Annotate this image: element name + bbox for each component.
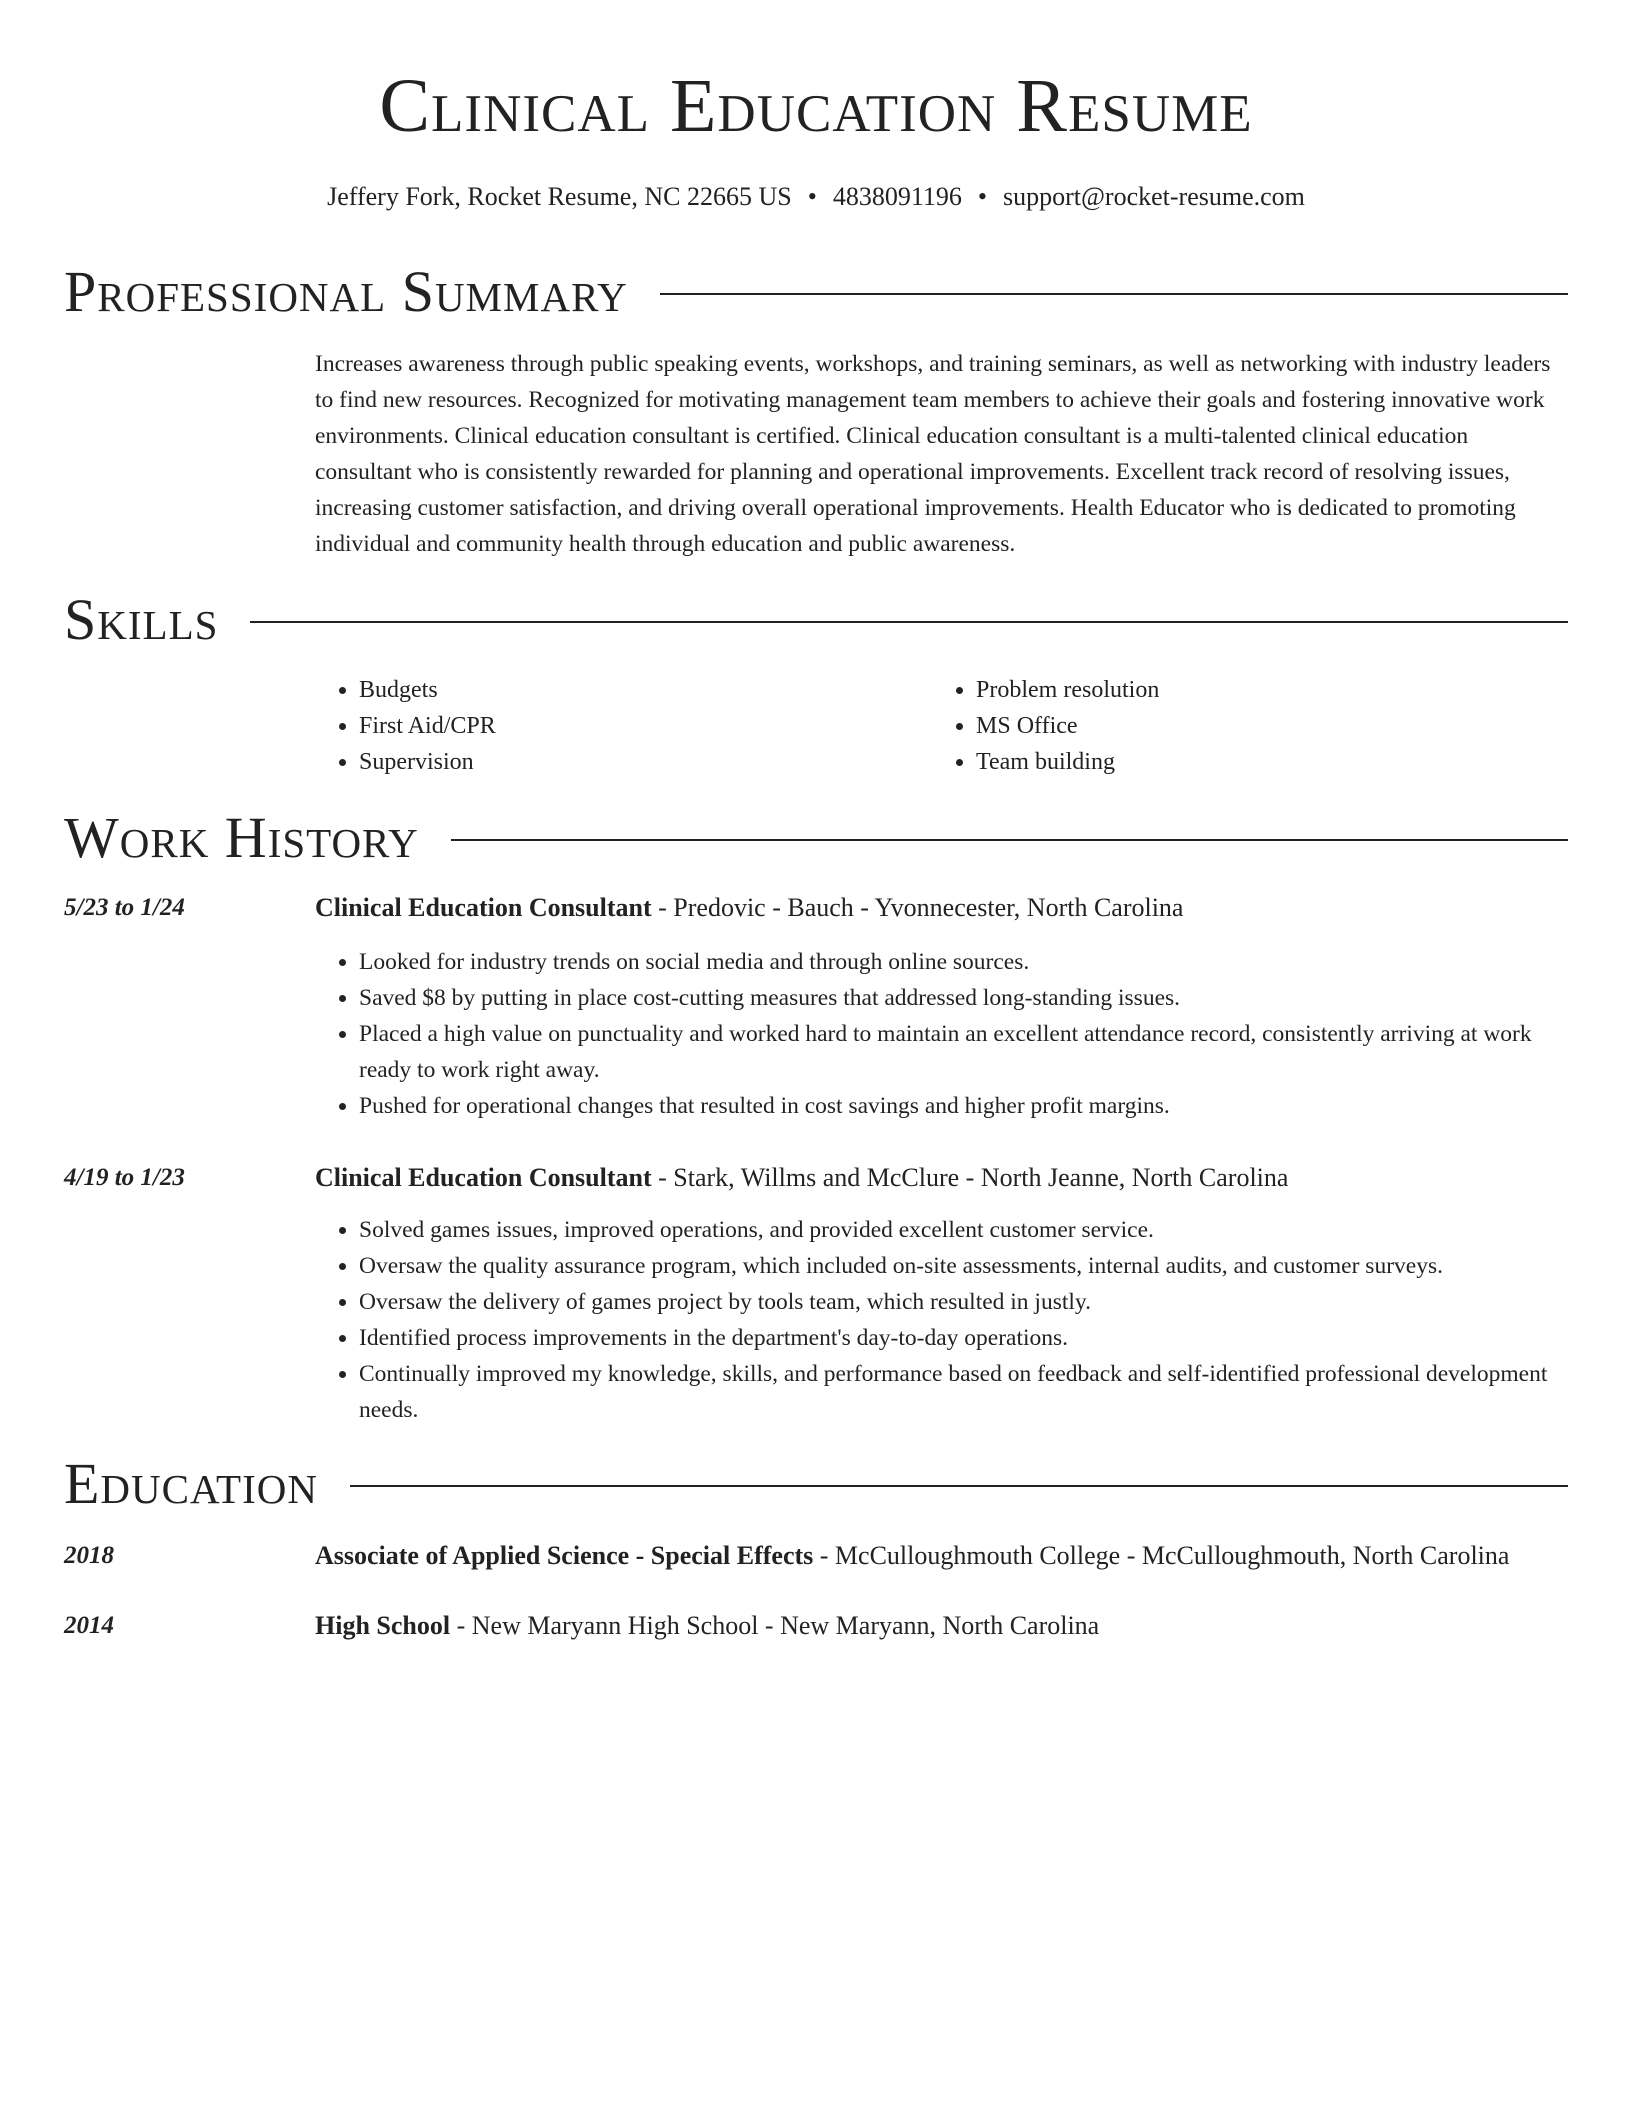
document-title: Clinical Education Resume [379, 64, 1253, 148]
job-bullet: • Continually improved my knowledge, skills, and performance based on feedback and self-identified professional development needs. [359, 1356, 1568, 1428]
education-section-header [64, 1452, 1568, 1516]
education-date: 2018 [64, 1542, 114, 1569]
contact-separator: • [977, 182, 987, 211]
job-bullet: • Placed a high value on punctuality and worked hard to maintain an excellent attendance record, consistently arriving at work ready to work right away. [359, 1016, 1568, 1088]
job-header [315, 890, 1568, 926]
job-date: 4/19 to 1/23 [64, 1164, 185, 1191]
summary-section-header [64, 260, 1568, 324]
education-degree: Associate of Applied Science - Special Effects [315, 1541, 814, 1570]
education-date: 2014 [64, 1612, 114, 1639]
job-body [315, 1160, 1568, 1428]
job-header [315, 1160, 1568, 1196]
skill-item: • Problem resolution [976, 672, 1549, 708]
skill-item: • Supervision [359, 744, 932, 780]
skill-item: • MS Office [976, 708, 1549, 744]
job-title: Clinical Education Consultant [315, 893, 652, 922]
job-bullets [315, 944, 1568, 1124]
job-employer: - Predovic - Bauch - Yvonnecester, North Carolina [651, 893, 1184, 922]
education-school: - McCulloughmouth College - McCulloughmouth, North Carolina [813, 1541, 1510, 1570]
skills-column-left [315, 672, 932, 780]
skill-item: • First Aid/CPR [359, 708, 932, 744]
contact-separator: • [807, 182, 817, 211]
education-heading: Education [64, 1451, 318, 1516]
job-entry [64, 1160, 1568, 1428]
skill-item: • Budgets [359, 672, 932, 708]
education-header [315, 1538, 1568, 1574]
job-bullet: • Saved $8 by putting in place cost-cutting measures that addressed long-standing issues. [359, 980, 1568, 1016]
job-bullet: • Oversaw the quality assurance program, which included on-site assessments, internal audits, and customer surveys. [359, 1248, 1568, 1284]
contact-address: Jeffery Fork, Rocket Resume, NC 22665 US [327, 182, 792, 211]
contact-phone: 4838091196 [832, 182, 962, 211]
education-header [315, 1608, 1568, 1644]
contact-line [64, 180, 1568, 214]
contact-email: support@rocket-resume.com [1002, 182, 1305, 211]
education-entry [64, 1538, 1568, 1574]
job-title: Clinical Education Consultant [315, 1163, 652, 1192]
section-divider [250, 621, 1568, 623]
job-date: 5/23 to 1/24 [64, 894, 185, 921]
education-body [315, 1608, 1568, 1644]
job-employer: - Stark, Willms and McClure - North Jeanne, North Carolina [651, 1163, 1289, 1192]
job-bullet: • Looked for industry trends on social media and through online sources. [359, 944, 1568, 980]
job-bullets [315, 1212, 1568, 1428]
job-body [315, 890, 1568, 1124]
skills-heading: Skills [64, 587, 219, 652]
section-divider [350, 1485, 1568, 1487]
work-heading: Work History [64, 805, 419, 870]
education-body [315, 1538, 1568, 1574]
education-school: - New Maryann High School - New Maryann, North Carolina [450, 1611, 1100, 1640]
job-bullet: • Oversaw the delivery of games project by tools team, which resulted in justly. [359, 1284, 1568, 1320]
section-divider [451, 839, 1568, 841]
work-section-header [64, 806, 1568, 870]
job-entry [64, 890, 1568, 1124]
skills-section-header [64, 588, 1568, 652]
section-divider [660, 293, 1568, 295]
job-bullet: • Solved games issues, improved operations, and provided excellent customer service. [359, 1212, 1568, 1248]
education-degree: High School [315, 1611, 451, 1640]
skills-column-right [932, 672, 1549, 780]
education-entry [64, 1608, 1568, 1644]
job-bullet: • Pushed for operational changes that resulted in cost savings and higher profit margins. [359, 1088, 1568, 1124]
skills-list [315, 672, 1568, 780]
summary-heading: Professional Summary [64, 259, 628, 324]
skill-item: • Team building [976, 744, 1549, 780]
summary-text: Increases awareness through public speaking events, workshops, and training seminars, as well as networking with industry leaders to find new resources. Recognized for motivating management team members to achieve their goals and fostering innovative work environments. Clinical education consultant is certified. Clinical education consultant is a multi-talented clinical education consultant who is consistently rewarded for planning and operational improvements. Excellent track record of resolving issues, increasing customer satisfaction, and driving overall operational improvements. Health Educator who is dedicated to promoting individual and community health through education and public awareness. [315, 351, 1551, 557]
job-bullet: • Identified process improvements in the department's day-to-day operations. [359, 1320, 1568, 1356]
